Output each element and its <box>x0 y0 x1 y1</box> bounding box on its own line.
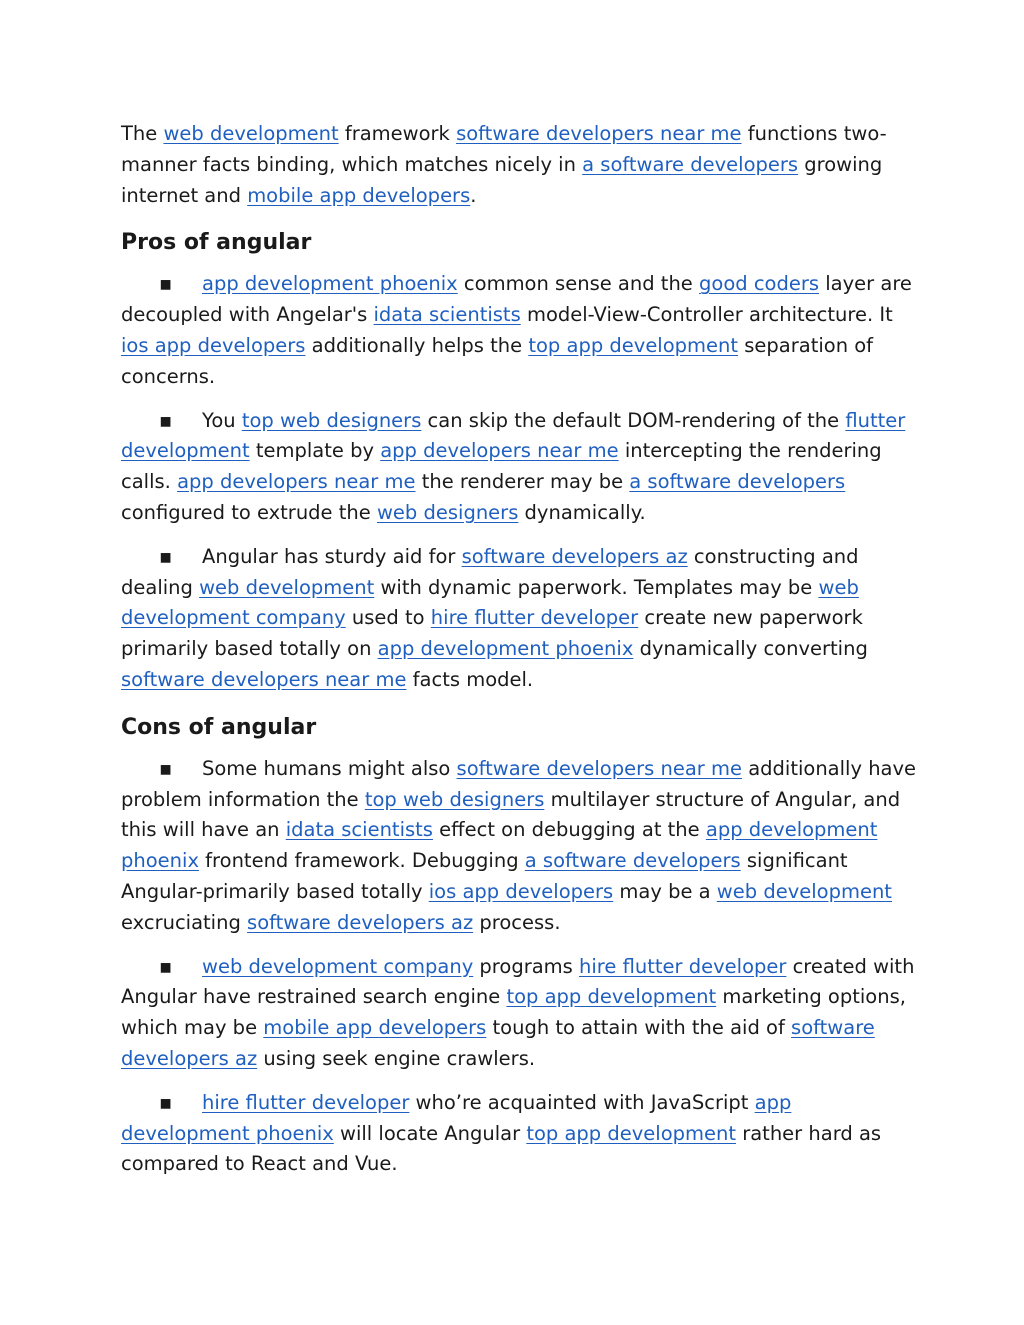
pros-list-item <box>121 542 921 696</box>
inline-link[interactable]: app developers near me <box>177 470 416 494</box>
inline-link[interactable]: hire flutter developer <box>579 954 787 978</box>
body-text: facts model. <box>406 667 534 691</box>
body-text: layer are decoupled with Angelar's <box>121 272 912 327</box>
body-text: will locate Angular <box>333 1121 527 1145</box>
bullet-marker: ▪ <box>159 954 173 978</box>
inline-link[interactable]: mobile app developers <box>247 183 471 207</box>
body-text: template by <box>249 439 381 463</box>
body-text: functions two-manner facts binding, which matches nicely in <box>121 122 887 176</box>
inline-link[interactable]: idata scientists <box>285 818 433 842</box>
body-text: tough to attain with the aid of <box>486 1016 792 1040</box>
body-text: may be a <box>613 879 717 903</box>
document-body <box>121 119 921 1180</box>
inline-link[interactable]: web development company <box>202 954 474 978</box>
inline-link[interactable]: app development phoenix <box>121 818 878 873</box>
inline-link[interactable]: software developers az <box>247 910 474 934</box>
bullet-marker: ▪ <box>159 272 173 296</box>
cons-list <box>121 754 921 1180</box>
body-text: The <box>121 122 164 145</box>
inline-link[interactable]: web designers <box>376 500 519 524</box>
inline-link[interactable]: idata scientists <box>373 303 521 327</box>
body-text: additionally have problem information the <box>121 756 917 811</box>
inline-link[interactable]: app development phoenix <box>121 1090 792 1145</box>
inline-link[interactable]: a software developers <box>582 152 799 176</box>
body-text: growing internet and <box>121 152 883 207</box>
body-text: significant Angular-primarily based totally <box>121 849 848 903</box>
body-text: excruciating <box>121 910 248 934</box>
inline-link[interactable]: ios app developers <box>121 333 306 357</box>
body-text: process. <box>473 910 561 934</box>
inline-link[interactable]: software developers near me <box>121 667 407 691</box>
body-text: multilayer structure of Angular, and this will have an <box>121 787 901 842</box>
body-text: . <box>470 183 477 207</box>
inline-link[interactable]: web development <box>163 122 339 145</box>
body-text: model-View-Controller architecture. It <box>520 303 893 327</box>
inline-link[interactable]: top web designers <box>241 408 422 432</box>
body-text: programs <box>473 954 580 978</box>
inline-link[interactable]: software developers near me <box>456 122 742 145</box>
pros-list-item <box>121 269 921 392</box>
inline-link[interactable]: hire flutter developer <box>430 606 639 630</box>
inline-link[interactable]: top app development <box>526 1121 737 1145</box>
inline-link[interactable]: mobile app developers <box>263 1016 487 1040</box>
inline-link[interactable]: software developers az <box>461 544 688 568</box>
inline-link[interactable]: app developers near me <box>380 439 619 463</box>
cons-heading: Cons of angular <box>121 714 317 740</box>
bullet-marker: ▪ <box>159 544 173 568</box>
body-text: constructing and dealing <box>121 544 859 599</box>
body-text: dynamically converting <box>633 637 868 661</box>
inline-link[interactable]: top web designers <box>364 787 545 811</box>
bullet-marker: ▪ <box>159 1090 173 1114</box>
intro-paragraph <box>121 119 921 211</box>
inline-link[interactable]: app development phoenix <box>377 637 634 661</box>
cons-list-item <box>121 754 921 939</box>
body-text: create new paperwork primarily based totally on <box>121 606 863 661</box>
body-text: the renderer may be <box>415 470 630 494</box>
body-text: with dynamic paperwork. Templates may be <box>374 575 819 599</box>
body-text: Angular has sturdy aid for <box>202 544 462 568</box>
pros-list-item <box>121 406 921 529</box>
bullet-marker: ▪ <box>159 408 173 432</box>
bullet-marker: ▪ <box>159 756 173 780</box>
body-text: dynamically. <box>518 500 646 524</box>
body-text: additionally helps the <box>305 333 529 357</box>
body-text: rather hard as compared to React and Vue. <box>121 1121 882 1176</box>
inline-link[interactable]: software developers near me <box>456 756 742 780</box>
body-text: configured to extrude the <box>121 500 377 524</box>
body-text: created with Angular have restrained search engine <box>121 954 915 1009</box>
body-text: intercepting the rendering calls. <box>121 439 882 494</box>
inline-link[interactable]: web development company <box>121 575 859 630</box>
pros-heading: Pros of angular <box>121 230 312 256</box>
body-text: You <box>202 408 242 432</box>
inline-link[interactable]: top app development <box>506 985 717 1009</box>
body-text: separation of concerns. <box>121 333 874 388</box>
body-text: marketing options, which may be <box>121 985 906 1040</box>
body-text: used to <box>345 606 431 630</box>
body-text: frontend framework. Debugging <box>198 849 525 873</box>
inline-link[interactable]: software developers az <box>121 1016 875 1070</box>
body-text: effect on debugging at the <box>432 818 706 842</box>
body-text: who’re acquainted with JavaScript <box>409 1090 755 1114</box>
inline-link[interactable]: top app development <box>528 333 739 357</box>
cons-list-item <box>121 1088 921 1180</box>
inline-link[interactable]: web development <box>199 575 375 599</box>
body-text: using seek engine crawlers. <box>257 1046 536 1070</box>
inline-link[interactable]: ios app developers <box>428 879 614 903</box>
body-text: Some humans might also <box>202 756 457 780</box>
inline-link[interactable]: good coders <box>699 272 820 296</box>
body-text: common sense and the <box>457 272 700 296</box>
inline-link[interactable]: a software developers <box>629 470 846 494</box>
inline-link[interactable]: flutter development <box>121 408 906 463</box>
pros-list <box>121 269 921 695</box>
inline-link[interactable]: web development <box>716 879 892 903</box>
inline-link[interactable]: a software developers <box>524 849 741 873</box>
inline-link[interactable]: hire flutter developer <box>202 1090 410 1114</box>
cons-list-item <box>121 952 921 1075</box>
body-text: can skip the default DOM-rendering of the <box>421 408 846 432</box>
body-text: framework <box>338 122 457 145</box>
inline-link[interactable]: app development phoenix <box>202 272 458 296</box>
